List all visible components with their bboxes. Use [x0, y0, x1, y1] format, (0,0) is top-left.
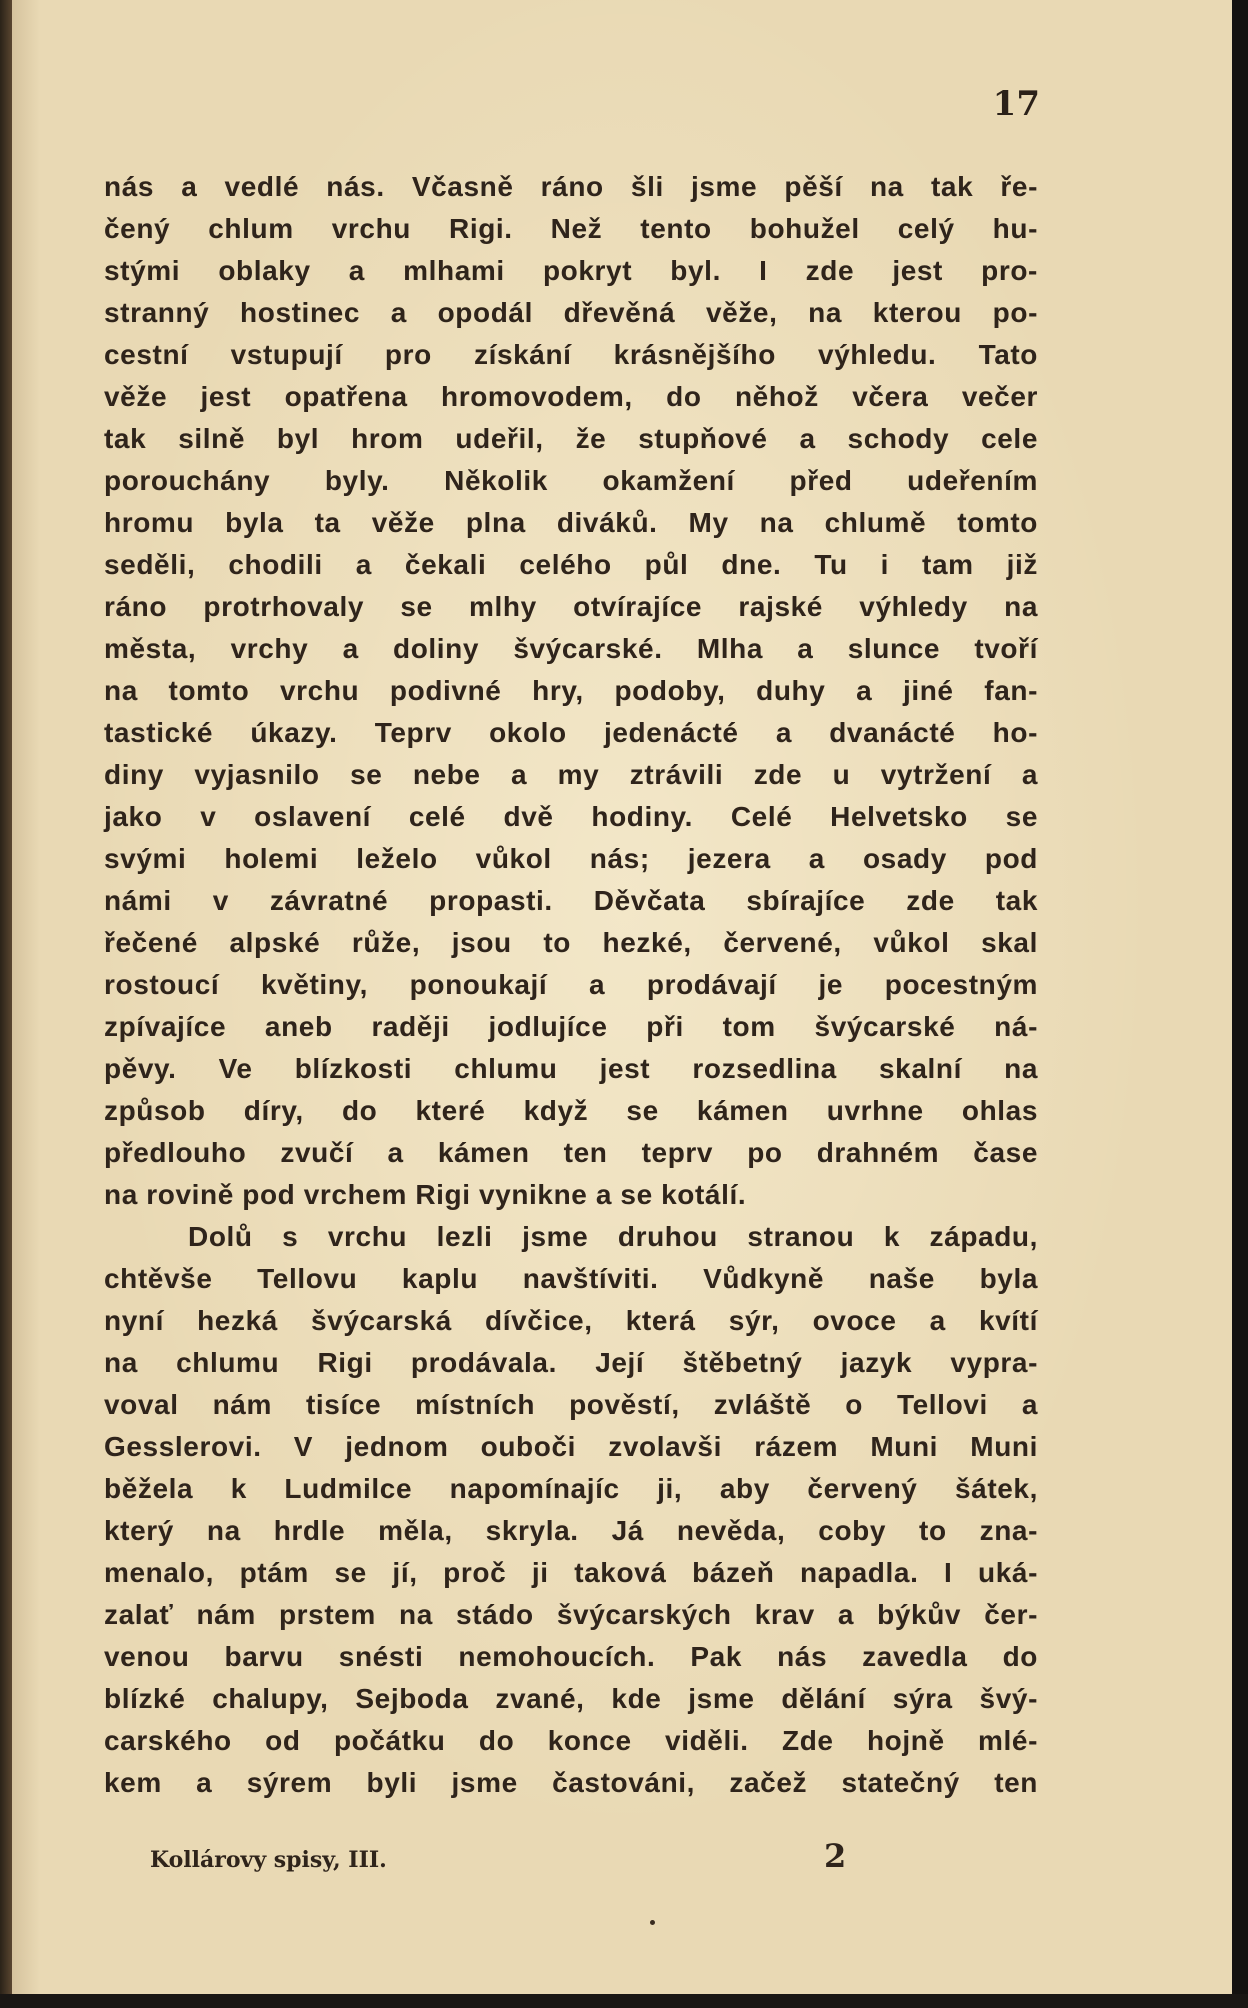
body-text [104, 166, 1038, 1804]
text-line: který na hrdle měla, skryla. Já nevěda, coby to zna- [104, 1515, 1038, 1546]
text-line: pěvy. Ve blízkosti chlumu jest rozsedlina skalní na [104, 1053, 1038, 1084]
text-line-paragraph-end: na rovině pod vrchem Rigi vynikne a se kotálí. [104, 1179, 747, 1210]
text-line: věže jest opatřena hromovodem, do něhož včera večer [104, 381, 1038, 412]
right-dark-edge [1232, 0, 1248, 2008]
text-line: města, vrchy a doliny švýcarské. Mlha a slunce tvoří [104, 633, 1038, 664]
text-line: svými holemi leželo vůkol nás; jezera a osady pod [104, 843, 1038, 874]
text-line: Gesslerovi. V jednom ouboči zvolavši rázem Muni Muni [104, 1431, 1038, 1462]
text-line: tak silně byl hrom udeřil, že stupňové a schody cele [104, 423, 1038, 454]
text-line: hromu byla ta věže plna diváků. My na chlumě tomto [104, 507, 1038, 538]
text-line: menalo, ptám se jí, proč ji taková bázeň napadla. I uká- [104, 1557, 1038, 1588]
signature-mark: Kollárovy spisy, III. [150, 1847, 387, 1873]
text-line: porouchány byly. Několik okamžení před udeřením [104, 465, 1038, 496]
text-line: cestní vstupují pro získání krásnějšího výhledu. Tato [104, 339, 1038, 370]
page-footer [104, 1837, 1038, 1880]
text-line: nyní hezká švýcarská dívčice, která sýr, ovoce a kvítí [104, 1305, 1038, 1336]
text-line: námi v závratné propasti. Děvčata sbírajíce zde tak [104, 885, 1038, 916]
text-line: tastické úkazy. Teprv okolo jedenácté a dvanácté ho- [104, 717, 1038, 748]
text-line: carského od počátku do konce viděli. Zde hojně mlé- [104, 1725, 1038, 1756]
text-line: na tomto vrchu podivné hry, podoby, duhy a jiné fan- [104, 675, 1038, 706]
text-line: řečené alpské růže, jsou to hezké, červené, vůkol skal [104, 927, 1038, 958]
text-line: způsob díry, do které když se kámen uvrhne ohlas [104, 1095, 1038, 1126]
text-line: diny vyjasnilo se nebe a my ztrávili zde u vytržení a [104, 759, 1038, 790]
text-line: kem a sýrem byli jsme častováni, začež statečný ten [104, 1767, 1038, 1798]
text-line: na chlumu Rigi prodávala. Její štěbetný jazyk vypra- [104, 1347, 1038, 1378]
text-line: čený chlum vrchu Rigi. Než tento bohužel celý hu- [104, 213, 1038, 244]
text-line: rostoucí květiny, ponoukají a prodávají je pocestným [104, 969, 1038, 1000]
text-line: jako v oslavení celé dvě hodiny. Celé Helvetsko se [104, 801, 1038, 832]
text-line: běžela k Ludmilce napomínajíc ji, aby červený šátek, [104, 1473, 1038, 1504]
text-line: předlouho zvučí a kámen ten teprv po drahném čase [104, 1137, 1038, 1168]
page-number: 17 [992, 84, 1040, 124]
text-line: seděli, chodili a čekali celého půl dne. Tu i tam již [104, 549, 1038, 580]
text-line: blízké chalupy, Sejboda zvané, kde jsme dělání sýra švý- [104, 1683, 1038, 1714]
text-line: stými oblaky a mlhami pokryt byl. I zde jest pro- [104, 255, 1038, 286]
text-line: nás a vedlé nás. Včasně ráno šli jsme pěší na tak ře- [104, 171, 1038, 202]
binding-shadow [0, 0, 12, 2008]
text-line: voval nám tisíce místních pověstí, zvláště o Tellovi a [104, 1389, 1038, 1420]
bottom-dark-edge [0, 1994, 1248, 2008]
text-line: venou barvu snésti nemohoucích. Pak nás zavedla do [104, 1641, 1038, 1672]
text-line: stranný hostinec a opodál dřevěná věže, na kterou po- [104, 297, 1038, 328]
text-line: zpívajíce aneb raději jodlujíce při tom švýcarské ná- [104, 1011, 1038, 1042]
sheet-number: 2 [824, 1837, 847, 1875]
text-line-paragraph-start: Dolů s vrchu lezli jsme druhou stranou k západu, [188, 1221, 1038, 1252]
ink-speck [650, 1920, 655, 1925]
text-line: zalať nám prstem na stádo švýcarských krav a býkův čer- [104, 1599, 1038, 1630]
text-line: ráno protrhovaly se mlhy otvírajíce rajské výhledy na [104, 591, 1038, 622]
text-line: chtěvše Tellovu kaplu navštíviti. Vůdkyně naše byla [104, 1263, 1038, 1294]
